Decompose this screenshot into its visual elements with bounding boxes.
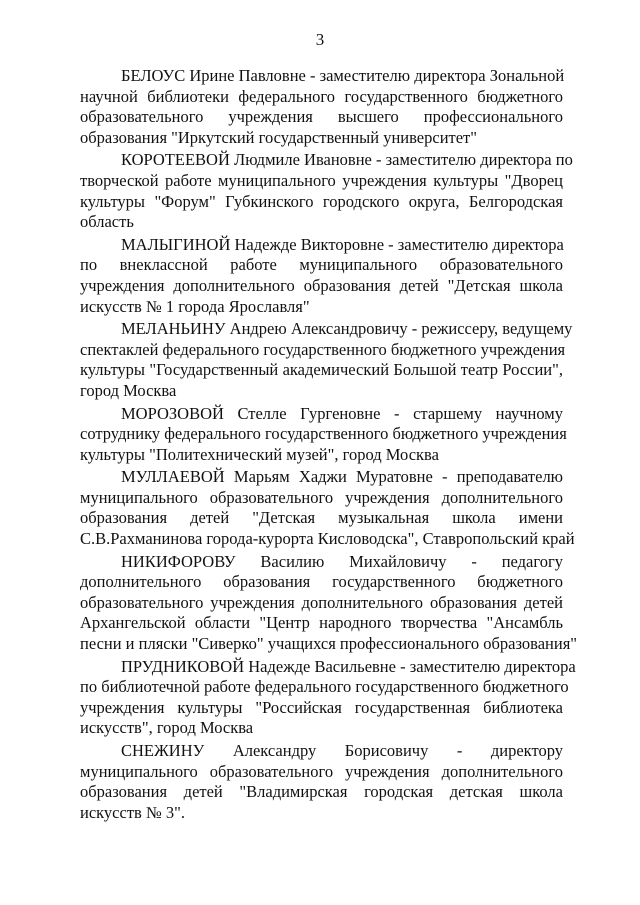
entry-line: образовательного учреждения дополнительного образования детей (80, 592, 563, 612)
entry-line: искусств № 1 города Ярославля" (80, 296, 310, 316)
entry-line: дополнительного образования государственного бюджетного (80, 572, 563, 592)
entry-line: С.В.Рахманинова города-курорта Кисловодска", Ставропольский край (80, 529, 575, 549)
entry-line: по внеклассной работе муниципального образовательного (80, 255, 563, 275)
entry-line: образования "Иркутский государственный университет" (80, 127, 477, 147)
award-entry-koroteeva (80, 150, 573, 232)
entry-line: СНЕЖИНУ Александру Борисовичу - директору (121, 741, 563, 760)
award-entry-belous (80, 66, 563, 148)
entry-line: город Москва (80, 380, 177, 400)
award-list (80, 66, 578, 825)
entry-line: песни и пляски "Сиверко" учащихся профессионального образования" (80, 634, 578, 654)
entry-line: искусств", город Москва (80, 718, 254, 738)
entry-line: ПРУДНИКОВОЙ Надежде Васильевне - заместителю директора (121, 656, 576, 676)
entry-line: БЕЛОУС Ирине Павловне - заместителю директора Зональной (121, 66, 565, 85)
award-entry-morozova (80, 403, 567, 466)
entry-line: МАЛЫГИНОЙ Надежде Викторовне - заместителю директора (121, 234, 564, 254)
entry-line: культуры "Политехнический музей", город Москва (80, 444, 439, 464)
award-entry-snezhin (80, 741, 563, 823)
entry-line: образования детей "Детская музыкальная школа имени (80, 508, 563, 528)
entry-line: Архангельской области "Центр народного творчества "Ансамбль (80, 613, 563, 633)
award-entry-mullaeva (80, 467, 575, 549)
entry-line: спектаклей федерального государственного бюджетного учреждения (80, 339, 566, 359)
entry-line: МУЛЛАЕВОЙ Марьям Хаджи Муратовне - преподавателю (121, 467, 563, 487)
entry-line: искусств № 3". (80, 802, 185, 822)
entry-line: учреждения дополнительного образования детей "Детская школа (80, 275, 563, 295)
entry-line: культуры "Форум" Губкинского городского округа, Белгородская (80, 191, 563, 211)
entry-line: КОРОТЕЕВОЙ Людмиле Ивановне - заместителю директора по (121, 150, 573, 170)
entry-line: область (80, 212, 134, 232)
entry-line: творческой работе муниципального учреждения культуры "Дворец (80, 170, 563, 190)
entry-line: МОРОЗОВОЙ Стелле Гургеновне - старшему научному (121, 403, 563, 423)
entry-line: муниципального образовательного учреждения дополнительного (80, 487, 563, 507)
entry-line: учреждения культуры "Российская государственная библиотека (80, 697, 563, 717)
entry-line: муниципального образовательного учреждения дополнительного (80, 761, 563, 781)
entry-line: МЕЛАНЬИНУ Андрею Александровичу - режиссеру, ведущему (121, 319, 573, 339)
entry-line: образовательного учреждения высшего профессионального (80, 107, 563, 127)
entry-line: НИКИФОРОВУ Василию Михайловичу - педагогу (121, 551, 563, 571)
award-entry-melanin (80, 319, 573, 401)
award-entry-malygina (80, 235, 563, 317)
entry-line: образования детей "Владимирская городская детская школа (80, 782, 563, 802)
page-number: 3 (315, 30, 325, 49)
award-entry-nikiforov (80, 551, 578, 655)
entry-line: культуры "Государственный академический Большой театр России", (80, 360, 563, 380)
entry-line: научной библиотеки федерального государственного бюджетного (80, 86, 563, 106)
award-entry-prudnikova (80, 656, 576, 739)
entry-line: сотруднику федерального государственного бюджетного учреждения (80, 424, 567, 444)
entry-line: по библиотечной работе федерального государственного бюджетного (80, 677, 569, 697)
